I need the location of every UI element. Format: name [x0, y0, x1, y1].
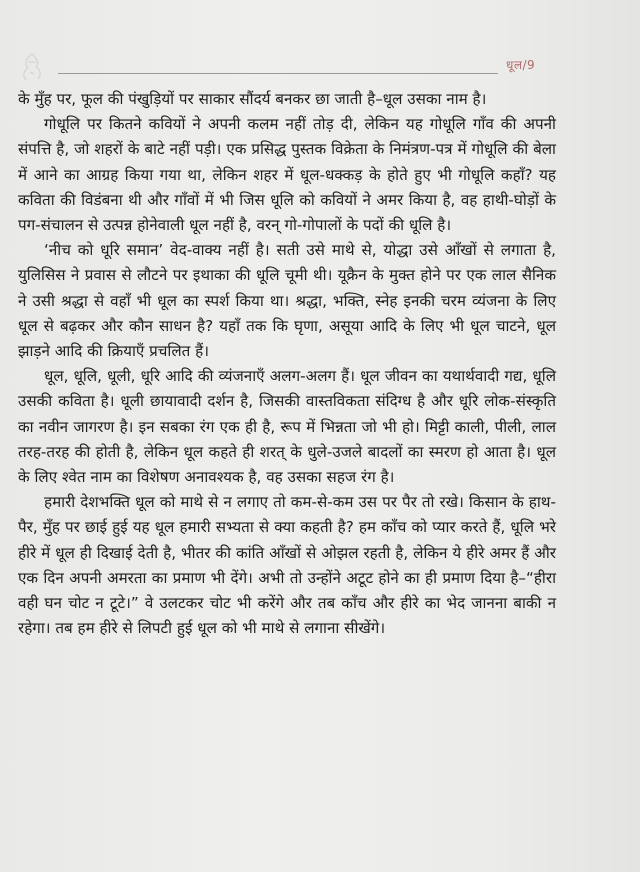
running-head [18, 56, 538, 84]
paragraph-2: गोधूलि पर कितने कवियों ने अपनी कलम नहीं तोड़ दी, लेकिन यह गोधूलि गाँव की अपनी संपत्ति है, जो शहरों के बाटे नहीं पड़ी। एक प्रसिद्ध पुस्तक विक्रेता के निमंत्रण-पत्र में गोधूलि की बेला में आने का आग्रह किया गया था, लेकिन शहर में धूल-धक्कड़ के होते हुए भी गोधूलि कहाँ? यह कविता की विडंबना थी और गाँवों में भी जिस धूलि को कवियों ने अमर किया है, वह हाथी-घोड़ों के पग-संचालन से उत्पन्न होनेवाली धूल नहीं है, वरन् गो-गोपालों के पदों की धूलि है। [18, 115, 556, 235]
paragraph-1: के मुँह पर, फूल की पंखुड़ियों पर साकार सौंदर्य बनकर छा जाती है–धूल उसका नाम है। [18, 90, 487, 108]
page-folio: धूल/9 [506, 58, 536, 72]
paragraph-4: धूल, धूलि, धूली, धूरि आदि की व्यंजनाएँ अलग-अलग हैं। धूल जीवन का यथार्थवादी गद्य, धूलि उसकी कविता है। धूली छायावादी दर्शन है, जिसकी वास्तविकता संदिग्ध है और धूरि लोक-संस्कृति का नवीन जागरण है। इन सबका रंग एक ही है, रूप में भिन्नता जो भी हो। मिट्टी काली, पीली, लाल तरह-तरह की होती है, लेकिन धूल कहते ही शरत् के धुले-उजले बादलों का स्मरण हो आता है। धूल के लिए श्वेत नाम का विशेषण अनावश्यक है, वह उसका सहज रंग है। [18, 367, 556, 487]
header-rule [58, 73, 498, 74]
paragraph-5: हमारी देशभक्ति धूल को माथे से न लगाए तो कम-से-कम उस पर पैर तो रखे। किसान के हाथ-पैर, मुँह पर छाई हुई यह धूल हमारी सभ्यता से क्या कहती है? हम काँच को प्यार करते हैं, धूलि भरे हीरे में धूल ही दिखाई देती है, भीतर की कांति आँखों से ओझल रहती है, लेकिन ये हीरे अमर हैं और एक दिन अपनी अमरता का प्रमाण भी देंगे। अभी तो उन्होंने अटूट होने का ही प्रमाण दिया है–“हीरा वही घन चोट न टूटे।” वे उलटकर चोट भी करेंगे और तब काँच और हीरे का भेद जानना बाकी न रहेगा। तब हम हीरे से लिपटी हुई धूल को भी माथे से लगाना सीखेंगे। [18, 493, 556, 638]
paragraph-3: ‘नीच को धूरि समान’ वेद-वाक्य नहीं है। सती उसे माथे से, योद्धा उसे आँखों से लगाता है, युलिसिस ने प्रवास से लौटने पर इथाका की धूलि चूमी थी। यूक्रैन के मुक्त होने पर एक लाल सैनिक ने उसी श्रद्धा से वहाँ भी धूल का स्पर्श किया था। श्रद्धा, भक्ति, स्नेह इनकी चरम व्यंजना के लिए धूल से बढ़कर और कौन साधन है? यहाँ तक कि घृणा, असूया आदि के लिए भी धूल चाटने, धूल झाड़ने आदि की क्रियाएँ प्रचलित हैं। [18, 241, 556, 361]
body-text [18, 87, 556, 641]
decorative-flourish-icon [18, 52, 46, 82]
